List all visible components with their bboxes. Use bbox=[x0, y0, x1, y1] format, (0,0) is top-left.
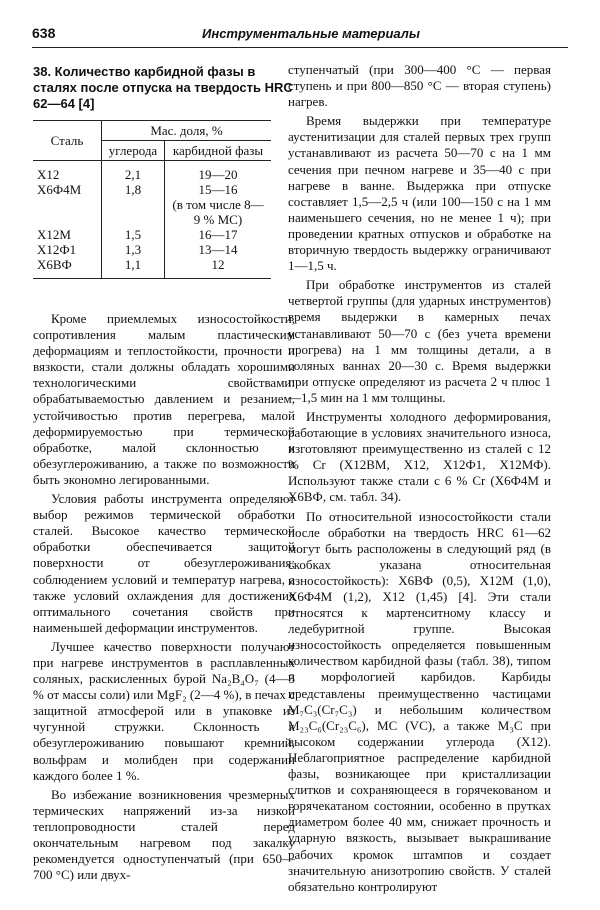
paragraph: ступенчатый (при 300—400 °С — первая ступень и при 800—850 °С — вторая ступень) нагрев. bbox=[288, 62, 551, 110]
page-number: 638 bbox=[32, 25, 56, 41]
steel-cell: Х12М bbox=[37, 227, 71, 242]
carbide-cell: 19—20 bbox=[165, 167, 272, 182]
col-carbon-header: углерода bbox=[102, 141, 165, 161]
carbide-cell bbox=[165, 182, 272, 227]
col-mass-header: Мас. доля, % bbox=[102, 121, 272, 141]
left-column bbox=[33, 62, 295, 886]
col-carbide-header: карбидной фазы bbox=[165, 141, 272, 161]
paragraph: Лучшее качество поверхности получают при нагреве инструментов в расплавленных соляных, раскисленных бурой Na₂B₄O₇ (4—5 % от массы соли) или MgF₂ (2—4 %), в печах с защитной атмосферой или в упаковке из чугунной стружки. Склонность к обезуглероживанию повышают кремний, вольфрам и молибден при содержании каждого более 1 %. bbox=[33, 638, 295, 783]
carbide-cell: 13—14 bbox=[165, 242, 272, 257]
carbide-table bbox=[33, 120, 271, 279]
steel-cell: Х12Ф1 bbox=[37, 242, 77, 257]
table-row bbox=[33, 182, 271, 227]
carbon-cell: 1,5 bbox=[102, 227, 165, 242]
paragraph: Инструменты холодного деформирования, работающие в условиях значительного износа, изготовляют преимущественно из сталей с 12 % Cr (Х12ВМ, Х12, Х12Ф1, Х12МФ). Используют также стали с 6 % Cr (Х6Ф4М и Х6ВФ, см. табл. 34). bbox=[288, 408, 551, 505]
paragraph: Кроме приемлемых износостойкости, сопротивления малым пластическим деформациям и теплостойкости, прочности и вязкости, стали должны обладать хорошими технологическими свойствами: обрабатываемостью давлением и резанием, устойчивостью против перегрева, малой деформируемостью при термической обработке, малой склонностью к обезуглероживанию, а также по возможности быть экономно легированными. bbox=[33, 311, 295, 487]
steel-cell: Х12 bbox=[37, 167, 60, 182]
carbide-cell: 12 bbox=[165, 257, 272, 279]
table-row bbox=[33, 242, 271, 257]
table-row bbox=[33, 227, 271, 242]
col-steel-header: Сталь bbox=[33, 121, 102, 161]
paragraph: Время выдержки при температуре аустенитизации для сталей первых трех групп устанавливают из расчета 50—70 с на 1 мм сечения при печном нагреве и 35—40 с при нагреве в ванне. Выдержка при отпуске составляет 1,5—2,5 ч (или 100—150 с на 1 мм наименьшего сечения, но не менее 1 ч); при проведении кратных отпусков и обработке на вторичную твердость выдержку ограничивают 1—1,5 ч. bbox=[288, 113, 551, 274]
table-row bbox=[33, 167, 271, 182]
paragraph: Во избежание возникновения чрезмерных термических напряжений из-за низкой теплопроводности сталей перед окончательным нагревом под закалку рекомендуется одноступенчатый (при 650—700 °С) или двух- bbox=[33, 786, 295, 883]
table-row bbox=[33, 257, 271, 279]
paragraph: При обработке инструментов из сталей четвертой группы (для ударных инструментов) время выдержки в камерных печах устанавливают 50—70 с (без учета времени прогрева) на 1 мм толщины детали, а в соляных ваннах 20—30 с. Время выдержки при отпуске определяют из расчета 2 ч плюс 1—1,5 мин на 1 мм толщины. bbox=[288, 277, 551, 405]
steel-cell: Х6Ф4М bbox=[37, 182, 82, 197]
carbon-cell: 1,3 bbox=[102, 242, 165, 257]
carbide-cell: 16—17 bbox=[165, 227, 272, 242]
carbon-cell: 1,8 bbox=[102, 182, 165, 227]
carbide-note-line2: 9 % МС) bbox=[193, 212, 243, 227]
header-rule bbox=[32, 47, 568, 48]
running-title: Инструментальные материалы bbox=[202, 26, 420, 41]
page-header bbox=[32, 25, 568, 45]
carbon-cell: 2,1 bbox=[102, 167, 165, 182]
carbide-note-line1: (в том числе 8— bbox=[172, 197, 264, 212]
right-column bbox=[288, 62, 551, 898]
paragraph: Условия работы инструмента определяют выбор режимов термической обработки сталей. Высокое качество термической обработки обеспечивается защитой поверхности от обезуглероживания; соблюдением условий и температур нагрева, а также условий охлаждения для достижения оптимального сочетания свойств при наименьшей деформации инструментов. bbox=[33, 491, 295, 635]
carbon-cell: 1,1 bbox=[102, 257, 165, 279]
paragraph: По относительной износостойкости стали после обработки на твердость HRC 61—62 могут быть расположены в следующий ряд (в скобках указана относительная износостойкость): Х6ВФ (0,5), Х12М (1,0), Х6Ф4М (1,2), Х12 (1,45) [4]. Эти стали относятся к мартенситному классу и ледебуритной группе. Высокая износостойкость определяется повышенным количеством карбидной фазы (табл. 38), типом и морфологией карбидов. Карбиды представлены преимущественно частицами M₇C₃(Cr₇C₃) и небольшим количеством M₂₃C₆(Cr₂₃C₆), МС (VC), а также M₃C при высоком содержании углерода (Х12). Неблагоприятное распределение карбидной фазы, возникающее при кристаллизации слитков и сохраняющееся в горячекованом и горячекатаном состоянии, особенно в прутках диаметром более 40 мм, снижает прочность и ударную вязкость, вызывает выкрашивание рабочих кромок штампов и создает значительную анизотропию свойств. У сталей обязательно контролируют bbox=[288, 508, 551, 894]
carbide-value: 15—16 bbox=[198, 182, 238, 197]
steel-cell: Х6ВФ bbox=[33, 257, 102, 279]
table-caption: 38. Количество карбидной фазы в сталях после отпуска на твердость HRC 62—64 [4] bbox=[33, 64, 293, 111]
